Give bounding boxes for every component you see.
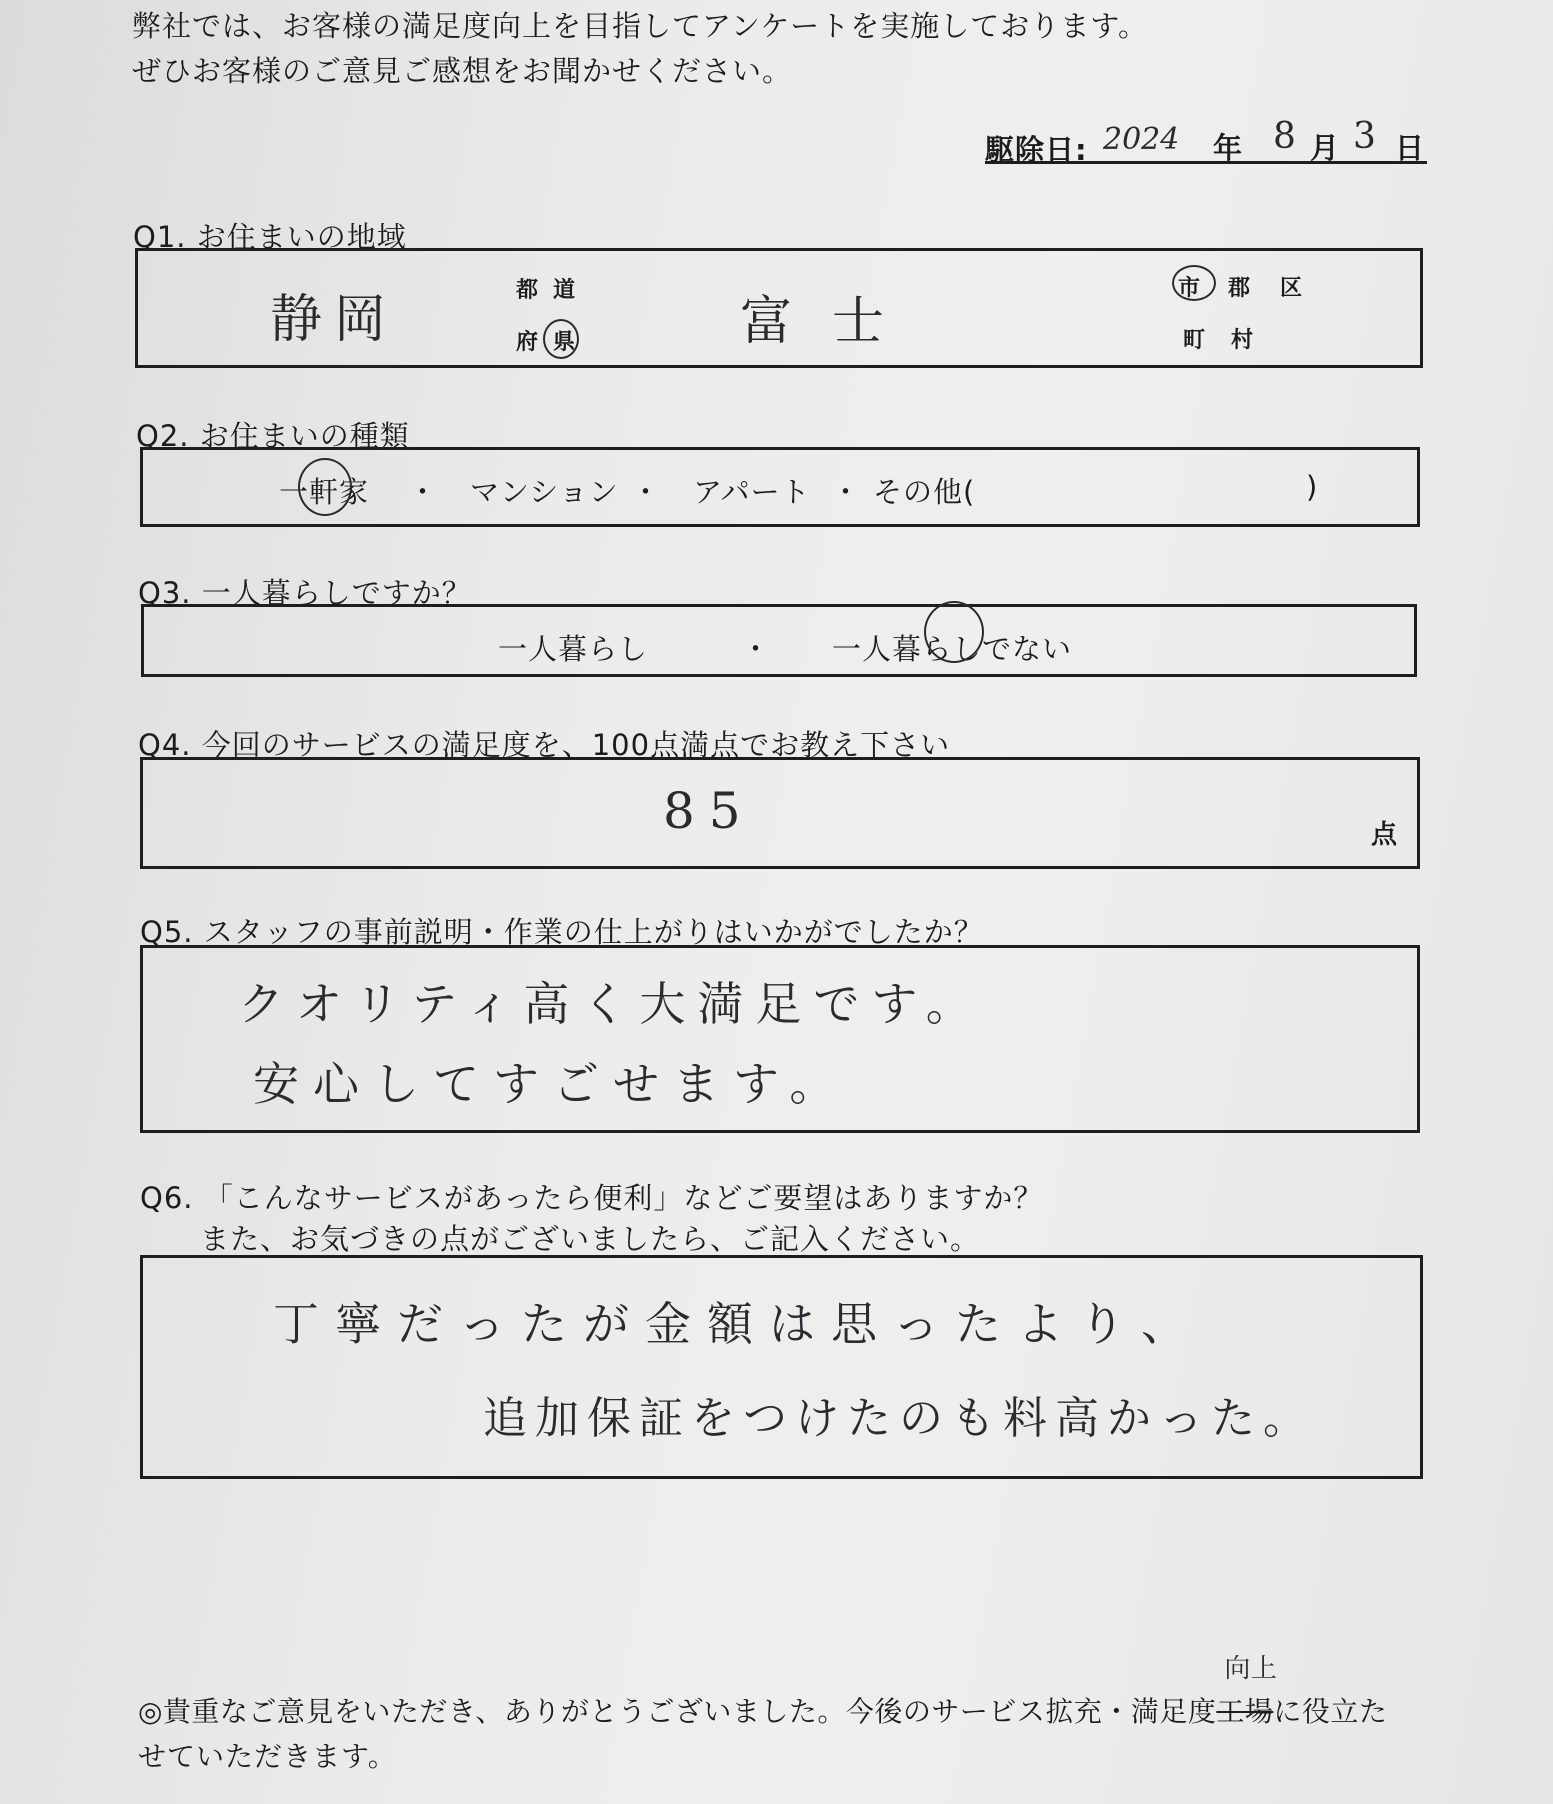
q2-option-other: その他( bbox=[873, 475, 976, 509]
q2-dot-1: ・ bbox=[408, 475, 439, 509]
q4-answer-box bbox=[140, 757, 1420, 869]
date-day-unit: 日 bbox=[1395, 131, 1426, 165]
q1-ken-circle-mark bbox=[543, 319, 579, 359]
q6-answer-box bbox=[140, 1255, 1423, 1479]
q1-pref-ken: 県 bbox=[553, 330, 584, 355]
q1-pref-fu: 府 bbox=[516, 330, 547, 355]
q5-title: Q5. スタッフの事前説明・作業の仕上がりはいかがでしたか？ bbox=[140, 915, 984, 949]
q1-city-cho: 町 bbox=[1183, 328, 1214, 353]
q1-city-shi: 市 bbox=[1178, 276, 1209, 301]
q3-option-not-living-alone: 一人暮らしでない bbox=[832, 632, 1073, 666]
q6-answer-line-2: 追加保証をつけたのも料高かった。 bbox=[483, 1393, 1315, 1444]
footer-handwritten-correction: 向上 bbox=[1224, 1654, 1278, 1684]
q2-option-mansion: マンション bbox=[470, 475, 619, 509]
q1-answer-box bbox=[135, 248, 1423, 368]
footer-struck-word: 工場 bbox=[1216, 1695, 1274, 1728]
q6-answer-line-1: 丁寧だったが金額は思ったより、 bbox=[273, 1297, 1203, 1351]
q2-option-apartment: アパート bbox=[693, 475, 811, 509]
q2-detached-circle-mark bbox=[298, 458, 352, 516]
q1-title: Q1. お住まいの地域 bbox=[133, 220, 407, 254]
q4-score-value: 85 bbox=[663, 782, 755, 840]
date-year-unit: 年 bbox=[1213, 131, 1244, 165]
footer-line-2: せていただきます。 bbox=[138, 1740, 397, 1773]
q3-not-alone-circle-mark bbox=[924, 601, 984, 663]
date-label: 駆除日: bbox=[985, 133, 1088, 167]
q2-answer-box bbox=[140, 447, 1420, 527]
q6-title-line-2: また、お気づきの点がございましたら、ご記入ください。 bbox=[200, 1222, 981, 1256]
q2-title: Q2. お住まいの種類 bbox=[136, 419, 410, 453]
q3-dot: ・ bbox=[741, 632, 772, 666]
q1-prefecture-value: 静岡 bbox=[270, 290, 399, 350]
footer-correction-wrap bbox=[1216, 1654, 1278, 1730]
footer-line-1 bbox=[138, 1654, 1388, 1730]
intro-line-2: ぜひお客様のご意見ご感想をお聞かせください。 bbox=[132, 54, 793, 88]
date-row bbox=[985, 116, 1427, 167]
q1-city-ku: 区 bbox=[1280, 276, 1311, 301]
footer-text-a: ◎貴重なご意見をいただき、ありがとうございました。今後のサービス拡充・満足度 bbox=[138, 1695, 1217, 1728]
q3-answer-box bbox=[141, 604, 1417, 677]
q4-score-unit: 点 bbox=[1371, 820, 1399, 850]
q5-answer-box bbox=[140, 945, 1420, 1133]
date-day-value: 3 bbox=[1353, 116, 1376, 157]
q1-city-gun: 郡 bbox=[1228, 276, 1259, 301]
q2-dot-2: ・ bbox=[631, 475, 662, 509]
q4-title: Q4. 今回のサービスの満足度を、100点満点でお教え下さい bbox=[138, 728, 951, 762]
q2-dot-3: ・ bbox=[831, 475, 862, 509]
date-year-value: 2024 bbox=[1103, 122, 1180, 157]
q1-shi-circle-mark bbox=[1172, 265, 1216, 301]
q1-city-son: 村 bbox=[1231, 328, 1262, 353]
intro-line-1: 弊社では、お客様の満足度向上を目指してアンケートを実施しております。 bbox=[132, 9, 1148, 43]
q3-title: Q3. 一人暮らしですか？ bbox=[138, 576, 472, 610]
q2-option-other-close: ) bbox=[1306, 470, 1319, 504]
q5-answer-line-1: クオリティ高く大満足です。 bbox=[238, 977, 984, 1031]
date-month-value: 8 bbox=[1273, 116, 1296, 157]
date-month-unit: 月 bbox=[1310, 131, 1341, 165]
footer-text-b: に役立た bbox=[1273, 1695, 1388, 1728]
q5-answer-line-2: 安心してすごせます。 bbox=[253, 1057, 850, 1111]
q2-option-detached-house: 一軒家 bbox=[279, 475, 370, 509]
q3-option-living-alone: 一人暮らし bbox=[498, 632, 649, 666]
q6-title-line-1: Q6. 「こんなサービスがあったら便利」などご要望はありますか？ bbox=[140, 1181, 1044, 1215]
q1-pref-do: 道 bbox=[553, 278, 584, 303]
q1-city-value: 富士 bbox=[740, 292, 925, 352]
q1-pref-to: 都 bbox=[516, 278, 547, 303]
